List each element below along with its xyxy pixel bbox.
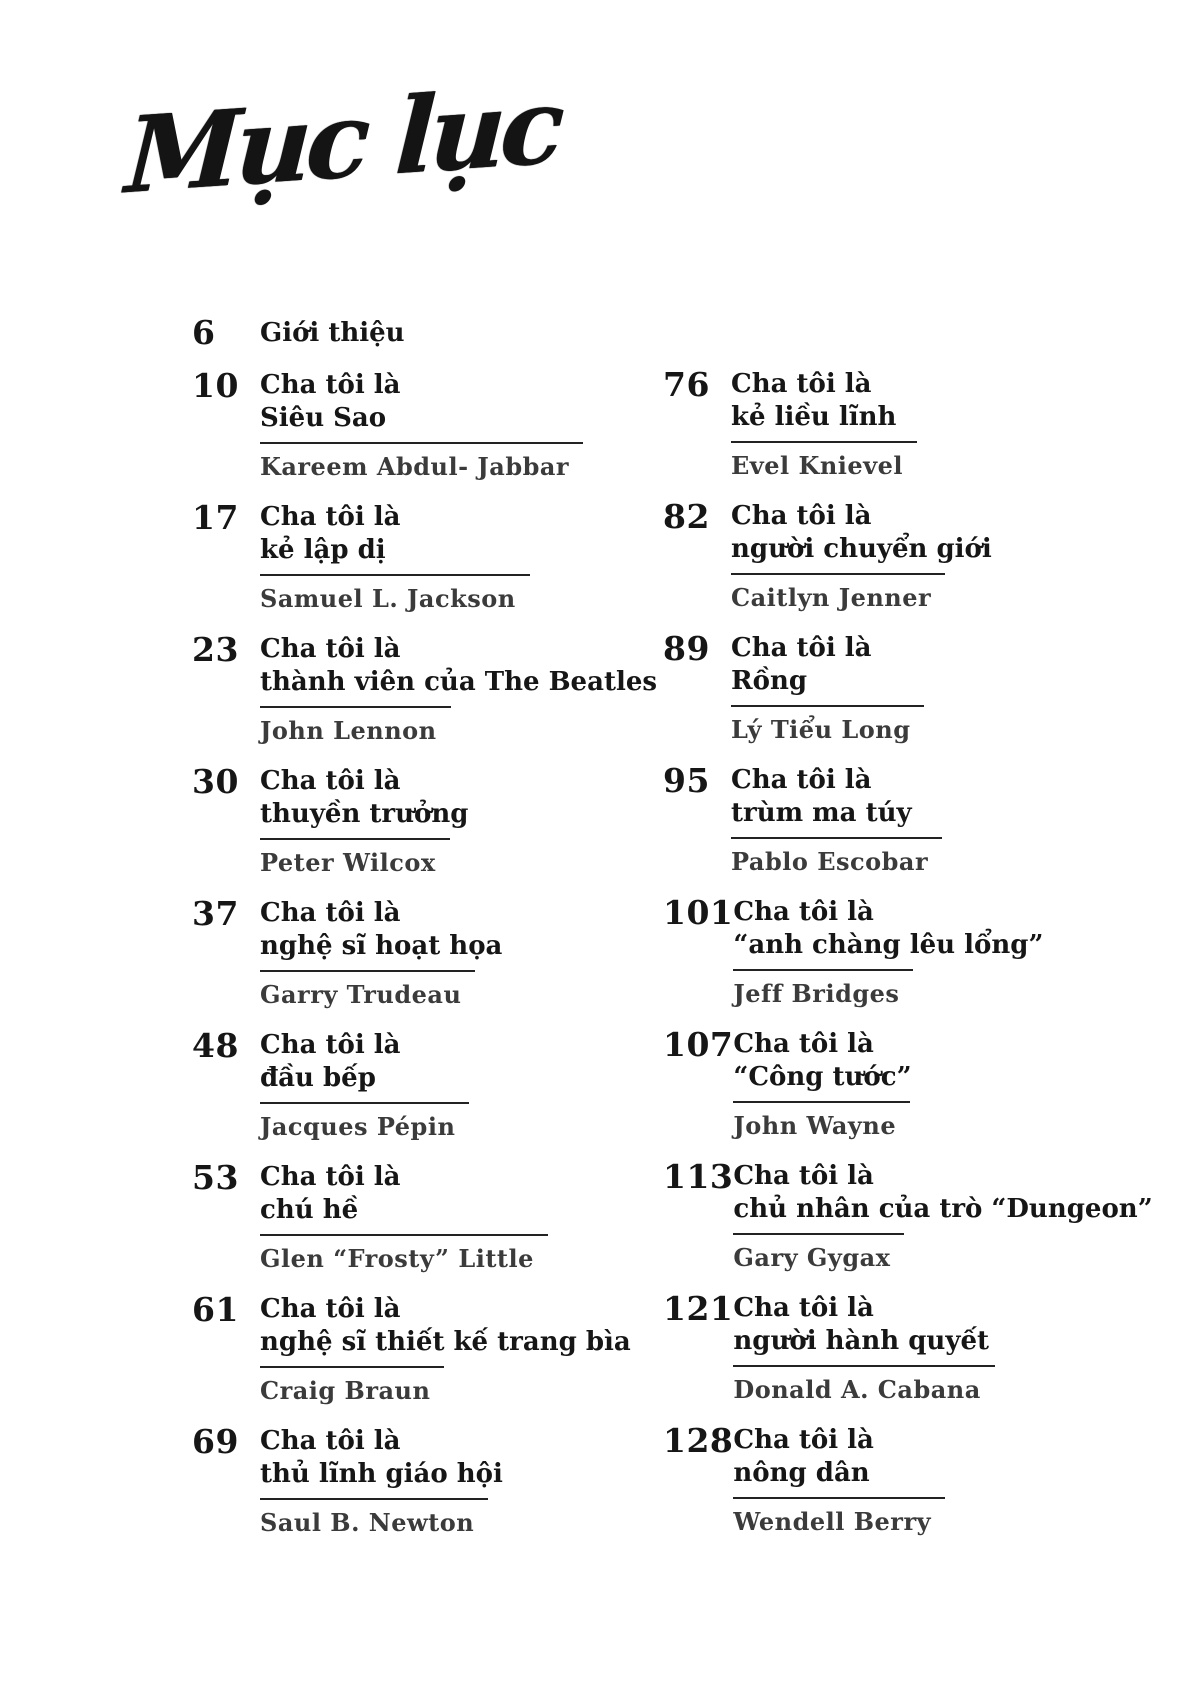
toc-page-number: 23	[192, 630, 239, 669]
toc-column-left	[192, 313, 663, 1557]
toc-entry	[192, 1290, 663, 1405]
toc-entry-subtitle: nghệ sĩ thiết kế trang bìa	[260, 1327, 631, 1357]
toc-author: John Wayne	[733, 1111, 897, 1140]
toc-entry-body	[731, 764, 1160, 876]
toc-entry-subtitle: thuyền trưởng	[260, 799, 469, 829]
page-title: Mục lục	[122, 63, 562, 218]
toc-author-rule	[731, 705, 924, 744]
toc-entry-list-right	[663, 365, 1160, 1536]
toc-author-rule	[260, 1102, 469, 1141]
toc-entry-body	[731, 368, 1160, 480]
toc-entry-subtitle: Rồng	[731, 666, 808, 696]
toc-page-number: 113	[663, 1157, 734, 1196]
toc-entry-title-prefix: Cha tôi là	[731, 501, 872, 531]
toc-page-number: 37	[192, 894, 239, 933]
toc-author-rule	[260, 1366, 444, 1405]
toc-entry	[192, 366, 663, 481]
toc-page-number: 61	[192, 1290, 239, 1329]
toc-page-number: 6	[192, 313, 216, 352]
toc-page-number: 89	[663, 629, 710, 668]
toc-entry	[192, 762, 663, 877]
toc-author: John Lennon	[260, 716, 437, 745]
toc-entry-title-prefix: Cha tôi là	[733, 1161, 874, 1191]
toc-entry-title-prefix: Cha tôi là	[260, 1030, 401, 1060]
toc-entry-title-prefix: Cha tôi là	[260, 898, 401, 928]
toc-entry	[663, 1025, 1160, 1140]
toc-entry-list-left	[192, 366, 663, 1537]
toc-entry-body	[733, 1028, 1160, 1140]
toc-page-number: 82	[663, 497, 710, 536]
toc-entry-title-prefix: Cha tôi là	[260, 766, 401, 796]
toc-entry	[192, 1422, 663, 1537]
toc-entry-title-prefix: Cha tôi là	[731, 765, 872, 795]
toc-entry-title-prefix: Cha tôi là	[733, 1029, 874, 1059]
toc-author: Pablo Escobar	[731, 847, 929, 876]
toc-author: Glen “Frosty” Little	[260, 1244, 534, 1273]
toc-author: Caitlyn Jenner	[731, 583, 932, 612]
toc-entry	[663, 761, 1160, 876]
toc-entry-body	[733, 1160, 1160, 1272]
toc-entry	[663, 1421, 1160, 1536]
toc-entry-title-prefix: Cha tôi là	[260, 1426, 401, 1456]
toc-entry	[192, 1026, 663, 1141]
toc-entry-body	[733, 896, 1160, 1008]
toc-page-number: 53	[192, 1158, 239, 1197]
toc-entry	[192, 498, 663, 613]
toc-author-rule	[733, 1497, 945, 1536]
toc-entry	[192, 894, 663, 1009]
toc-entry	[663, 893, 1160, 1008]
toc-entry-subtitle: “Công tước”	[733, 1062, 912, 1092]
toc-entry-subtitle: nghệ sĩ hoạt họa	[260, 931, 503, 961]
toc-entry-subtitle: người chuyển giới	[731, 534, 992, 564]
toc-author: Evel Knievel	[731, 451, 904, 480]
toc-entry-title-prefix: Cha tôi là	[260, 1162, 401, 1192]
toc-author: Donald A. Cabana	[733, 1375, 981, 1404]
toc-author-rule	[260, 574, 530, 613]
toc-entry-title-prefix: Cha tôi là	[731, 633, 872, 663]
toc-author: Kareem Abdul- Jabbar	[260, 452, 570, 481]
toc-page-number: 128	[663, 1421, 734, 1460]
toc-page-number: 48	[192, 1026, 239, 1065]
toc-author: Peter Wilcox	[260, 848, 436, 877]
toc-author-rule	[733, 969, 913, 1008]
toc-author: Wendell Berry	[733, 1507, 932, 1536]
toc-column-right	[663, 365, 1160, 1556]
toc-entry-body	[731, 632, 1160, 744]
toc-entry-subtitle: chú hề	[260, 1195, 359, 1225]
toc-entry-title: Giới thiệu	[260, 318, 405, 348]
toc-entry-body	[260, 501, 663, 613]
toc-entry-intro	[192, 313, 663, 352]
toc-author-rule	[260, 970, 475, 1009]
toc-page-number: 95	[663, 761, 710, 800]
toc-entry-body	[260, 1029, 663, 1141]
toc-entry-body	[260, 1161, 663, 1273]
toc-entry-subtitle: thành viên của The Beatles	[260, 667, 658, 697]
toc-entry-subtitle: “anh chàng lêu lổng”	[733, 930, 1044, 960]
toc-entry-body	[733, 1292, 1160, 1404]
toc-author-rule	[731, 573, 945, 612]
toc-entry	[663, 1157, 1160, 1272]
toc-author: Lý Tiểu Long	[731, 715, 911, 744]
toc-author-rule	[731, 441, 917, 480]
toc-author-rule	[260, 838, 450, 877]
toc-entry-title-prefix: Cha tôi là	[733, 1425, 874, 1455]
toc-entry-subtitle: thủ lĩnh giáo hội	[260, 1459, 503, 1489]
toc-entry-title-prefix: Cha tôi là	[260, 634, 401, 664]
toc-author-rule	[733, 1233, 904, 1272]
toc-entry-title-prefix: Cha tôi là	[260, 370, 401, 400]
toc-entry-title-prefix: Cha tôi là	[731, 369, 872, 399]
toc-entry	[192, 630, 663, 745]
toc-entry-subtitle: trùm ma túy	[731, 798, 912, 828]
toc-entry-body	[260, 1425, 663, 1537]
toc-entry-body	[260, 897, 663, 1009]
toc-entry-body	[260, 1293, 663, 1405]
toc-entry-body	[260, 316, 663, 350]
toc-author: Jacques Pépin	[260, 1112, 456, 1141]
toc-author-rule	[260, 1498, 488, 1537]
toc-author-rule	[731, 837, 942, 876]
toc-author: Garry Trudeau	[260, 980, 462, 1009]
toc-author: Samuel L. Jackson	[260, 584, 516, 613]
toc-entry	[663, 629, 1160, 744]
toc-entry-body	[733, 1424, 1160, 1536]
toc-author-rule	[733, 1101, 910, 1140]
toc-page-number: 107	[663, 1025, 734, 1064]
toc-entry-subtitle: Siêu Sao	[260, 403, 387, 433]
toc-entry-subtitle: đầu bếp	[260, 1063, 376, 1093]
toc-page-number: 121	[663, 1289, 734, 1328]
toc-entry-body	[731, 500, 1160, 612]
toc-page-number: 30	[192, 762, 239, 801]
toc-author-rule	[260, 1234, 548, 1273]
toc-author-rule	[260, 706, 451, 745]
toc-page-number: 76	[663, 365, 710, 404]
toc-entry	[192, 1158, 663, 1273]
toc-entry-body	[260, 765, 663, 877]
toc-entry-subtitle: nông dân	[733, 1458, 870, 1488]
toc-page-number: 17	[192, 498, 239, 537]
toc-entry-subtitle: kẻ lập dị	[260, 535, 386, 565]
toc-entry-subtitle: người hành quyết	[733, 1326, 989, 1356]
toc-author: Saul B. Newton	[260, 1508, 475, 1537]
toc-page-number: 10	[192, 366, 239, 405]
toc-author: Craig Braun	[260, 1376, 431, 1405]
toc-entry-body	[260, 633, 663, 745]
toc-entry-body	[260, 369, 663, 481]
toc-entry	[663, 1289, 1160, 1404]
toc-page-number: 69	[192, 1422, 239, 1461]
toc-entry-title-prefix: Cha tôi là	[260, 502, 401, 532]
toc-entry-subtitle: kẻ liều lĩnh	[731, 402, 897, 432]
toc-entry-title-prefix: Cha tôi là	[733, 897, 874, 927]
toc-entry-title-prefix: Cha tôi là	[733, 1293, 874, 1323]
toc-author-rule	[733, 1365, 994, 1404]
toc-columns	[192, 313, 1160, 1557]
toc-author-rule	[260, 442, 583, 481]
toc-entry	[663, 365, 1160, 480]
toc-author: Jeff Bridges	[733, 979, 900, 1008]
toc-entry-title-prefix: Cha tôi là	[260, 1294, 401, 1324]
toc-entry-subtitle: chủ nhân của trò “Dungeon”	[733, 1194, 1153, 1224]
toc-page-number: 101	[663, 893, 734, 932]
toc-author: Gary Gygax	[733, 1243, 891, 1272]
toc-entry	[663, 497, 1160, 612]
